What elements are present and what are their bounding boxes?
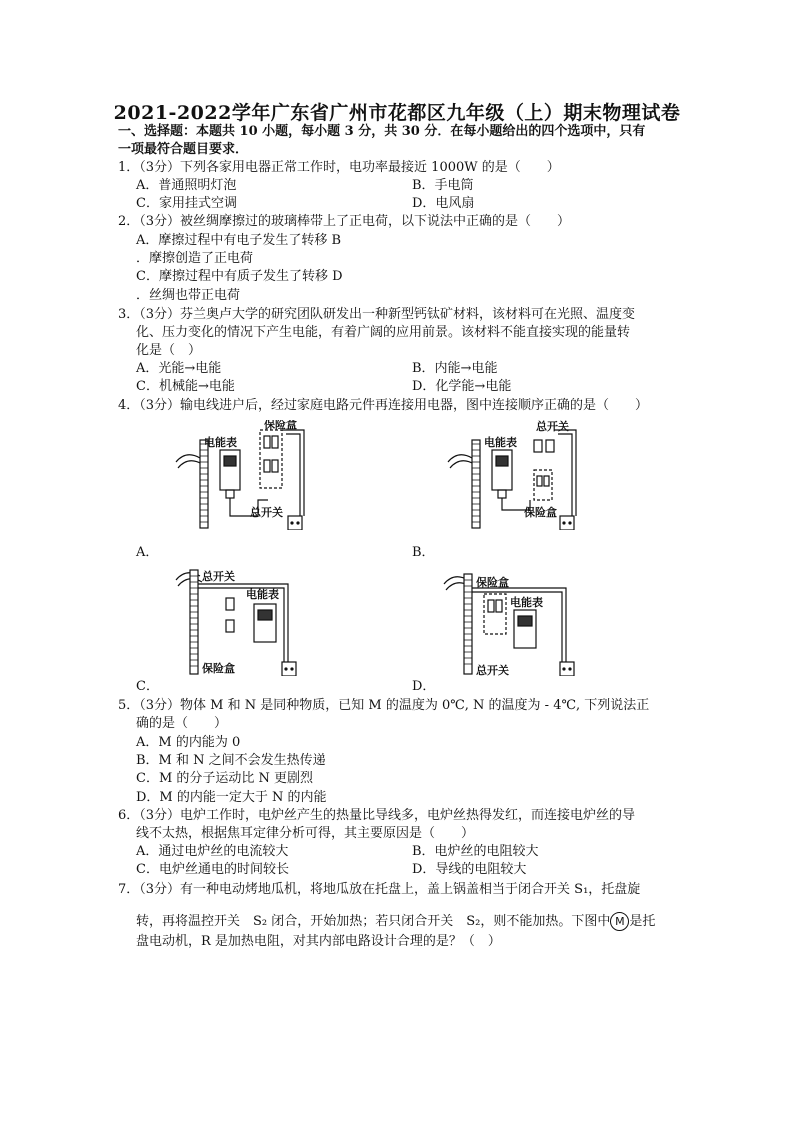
meter-label: 电能表: [484, 436, 517, 449]
meter-label: 电能表: [204, 436, 237, 449]
q3-line-1: 3．（3分）芬兰奥卢大学的研究团队研发出一种新型钙钛矿材料，该材料可在光照、温度变: [118, 307, 636, 322]
q4-option-c: C．: [136, 679, 159, 694]
q2-line-3: C．摩擦过程中有质子发生了转移 D: [136, 269, 343, 284]
q7-line-1: 7．（3分）有一种电动烤地瓜机，将地瓜放在托盘上，盖上锅盖相当于闭合开关 S₁，托盘旋: [118, 882, 641, 897]
section-instructions-1: 一、选择题：本题共 10 小题，每小题 3 分，共 30 分．在每小题给出的四个选项中，只有: [118, 124, 646, 139]
q2-line-2: ．摩擦创造了正电荷: [136, 251, 254, 266]
q4-option-b: B．: [412, 545, 435, 560]
q2-line-1: A．摩擦过程中有电子发生了转移 B: [136, 233, 342, 248]
q3-option-d: D．化学能→电能: [412, 379, 512, 394]
q6-option-b: B．电炉丝的电阻较大: [412, 844, 539, 859]
fuse-label: 保险盒: [524, 506, 557, 519]
q3-option-c: C．机械能→电能: [136, 379, 235, 394]
meter-label: 电能表: [246, 588, 279, 601]
q6-option-a: A．通过电炉丝的电流较大: [136, 844, 289, 859]
q6-line-1: 6．（3分）电炉工作时，电炉丝产生的热量比导线多，电炉丝热得发红，而连接电炉丝的导: [118, 808, 636, 823]
q7-line-3: 盘电动机，R 是加热电阻，对其内部电路设计合理的是？（ ）: [136, 934, 501, 949]
q3-option-a: A．光能→电能: [136, 361, 222, 376]
q4-stem: 4．（3分）输电线进户后，经过家庭电路元件再连接用电器，图中连接顺序正确的是（ ）: [118, 398, 649, 413]
q1-stem: 1．（3分）下列各家用电器正常工作时，电功率最接近 1000W 的是（ ）: [118, 160, 560, 175]
q4-diagram-c: [168, 566, 368, 676]
switch-label: 总开关: [536, 420, 569, 433]
q5-line-1: 5．（3分）物体 M 和 N 是同种物质，已知 M 的温度为 0℃, N 的温度为 - 4℃, 下列说法正: [118, 698, 650, 713]
switch-label: 总开关: [250, 506, 283, 519]
q4-option-d: D．: [412, 679, 436, 694]
meter-label: 电能表: [510, 596, 543, 609]
page-title: 2021-2022学年广东省广州市花都区九年级（上）期末物理试卷: [113, 102, 681, 124]
q7-line-2-tail: 是托: [629, 914, 656, 929]
q1-option-d: D．电风扇: [412, 196, 475, 211]
q7-line-2: [136, 912, 655, 931]
q2-line-4: ．丝绸也带正电荷: [136, 288, 241, 303]
q7-line-2-text: 转，再将温控开关 S₂ 闭合，开始加热；若只闭合开关 S₂，则不能加热。下图中: [136, 914, 611, 929]
q3-option-b: B．内能→电能: [412, 361, 498, 376]
q5-option-b: B．M 和 N 之间不会发生热传递: [136, 753, 326, 768]
q5-option-c: C．M 的分子运动比 N 更剧烈: [136, 771, 314, 786]
q5-option-d: D．M 的内能一定大于 N 的内能: [136, 790, 327, 805]
q1-option-c: C．家用挂式空调: [136, 196, 237, 211]
q3-line-3: 化是（ ）: [136, 343, 202, 358]
section-instructions-2: 一项最符合题目要求．: [118, 142, 249, 157]
motor-symbol-icon: M: [610, 912, 629, 931]
q1-option-b: B．手电筒: [412, 178, 474, 193]
q3-line-2: 化、压力变化的情况下产生电能，有着广阔的应用前景。该材料不能直接实现的能量转: [136, 325, 631, 340]
q1-option-a: A．普通照明灯泡: [136, 178, 237, 193]
switch-label: 总开关: [202, 570, 235, 583]
q4-diagram-a: [168, 420, 368, 530]
q2-stem: 2．（3分）被丝绸摩擦过的玻璃棒带上了正电荷，以下说法中正确的是（ ）: [118, 214, 571, 229]
q4-diagram-b: [440, 420, 640, 530]
q4-option-a: A．: [136, 545, 159, 560]
fuse-label: 保险盒: [476, 576, 509, 589]
q6-option-c: C．电炉丝通电的时间较长: [136, 862, 289, 877]
q4-diagram-d: [436, 566, 636, 676]
switch-label: 总开关: [476, 664, 509, 676]
q5-line-2: 确的是（ ）: [136, 716, 228, 731]
q6-line-2: 线不太热，根据焦耳定律分析可得，其主要原因是（ ）: [136, 826, 475, 841]
fuse-label: 保险盒: [264, 420, 297, 431]
fuse-label: 保险盒: [202, 662, 235, 675]
q6-option-d: D．导线的电阻较大: [412, 862, 527, 877]
q5-option-a: A．M 的内能为 0: [136, 735, 241, 750]
